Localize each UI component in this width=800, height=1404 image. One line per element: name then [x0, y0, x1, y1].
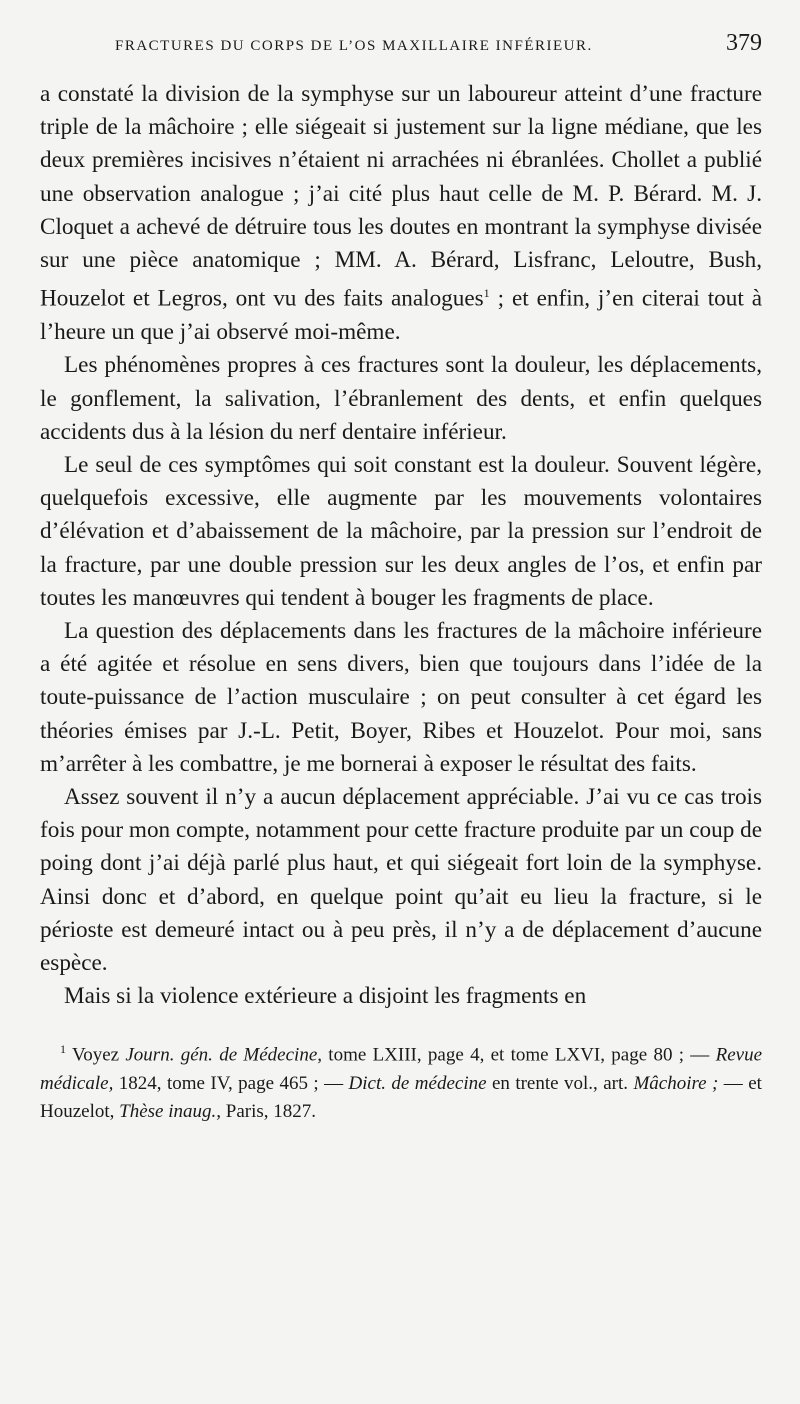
- footnote-text-2: tome LXIII, page 4, et tome LXVI, page 80 ; —: [322, 1044, 716, 1066]
- running-title: FRACTURES DU CORPS DE L’OS MAXILLAIRE INFÉRIEUR.: [115, 38, 593, 54]
- footnote-citation-revue: Revue médicale,: [40, 1044, 762, 1094]
- footnote-number: 1: [60, 1042, 66, 1057]
- page-number: 379: [726, 30, 762, 56]
- paragraph-2: Les phénomènes propres à ces fractures sont la douleur, les déplacements, le gonflement, la salivation, l’ébranlement des dents, et enfin quelques accidents dus à la lésion du nerf dentaire inférieur.: [40, 352, 762, 445]
- paragraph-5: Assez souvent il n’y a aucun déplacement appréciable. J’ai vu ce cas trois fois pour mon compte, notamment pour cette fracture produite par un coup de poing dont j’ai déjà parlé plus haut, et qui siégeait fort loin de la symphyse. Ainsi donc et d’abord, en quelque point qu’ait eu lieu la fracture, si le périoste est demeuré intact ou à peu près, il n’y a de déplacement d’aucune espèce.: [40, 784, 762, 977]
- footnote-1: [40, 1035, 762, 1125]
- footnote-reference: 1: [483, 286, 490, 301]
- footnote-text-3: 1824, tome IV, page 465 ; —: [113, 1072, 349, 1094]
- footnote-text-6: Paris, 1827.: [221, 1100, 317, 1122]
- footnote-text-5: — et Houzelot,: [40, 1072, 762, 1122]
- body-text: [40, 78, 762, 1013]
- footnote-citation-these: Thèse inaug.,: [119, 1100, 222, 1122]
- paragraph-1-tail: ; et enfin, j’en citerai tout à l’heure un que j’ai observé moi-même.: [40, 285, 763, 346]
- paragraph-4: La question des déplacements dans les fractures de la mâchoire inférieure a été agitée et résolue en sens divers, bien que toujours dans l’idée de la toute-puissance de l’action musculaire ; on peut consulter à cet égard les théories émises par J.-L. Petit, Boyer, Ribes et Houzelot. Pour moi, sans m’arrêter à les combattre, je me bornerai à exposer le résultat des faits.: [40, 617, 762, 777]
- footnote-citation-article: Mâchoire ;: [633, 1072, 719, 1094]
- footnote-citation-dict: Dict. de médecine: [348, 1072, 487, 1094]
- footnote-citation-journal: Journ. gén. de Médecine,: [125, 1044, 323, 1066]
- paragraph-1: [40, 78, 762, 349]
- paragraph-6: Mais si la violence extérieure a disjoint les fragments en: [64, 983, 587, 1010]
- footnote-text-4: en trente vol., art.: [486, 1072, 634, 1094]
- paragraph-3: Le seul de ces symptômes qui soit constant est la douleur. Souvent légère, quelquefois excessive, elle augmente par les mouvements volontaires d’élévation et d’abaissement de la mâchoire, par la pression sur l’endroit de la fracture, par une double pression sur les deux angles de l’os, et enfin par toutes les manœuvres qui tendent à bouger les fragments de place.: [40, 451, 762, 611]
- page-header: [40, 30, 762, 70]
- footnotes: [40, 1035, 762, 1125]
- paragraph-1-text: a constaté la division de la symphyse sur un laboureur atteint d’une fracture triple de la mâchoire ; elle siégeait si justement sur la ligne médiane, que les deux premières incisives n’étaient ni arrachées ni ébranlées. Chollet a publié une observation analogue ; j’ai cité plus haut celle de M. P. Bérard. M. J. Cloquet a achevé de détruire tous les doutes en montrant la symphyse divisée sur une pièce anatomique ; MM. A. Bérard, Lisfranc, Leloutre, Bush, Houzelot et Legros, ont vu des faits analogues: [40, 81, 762, 312]
- footnote-text-1: Voyez: [66, 1044, 126, 1066]
